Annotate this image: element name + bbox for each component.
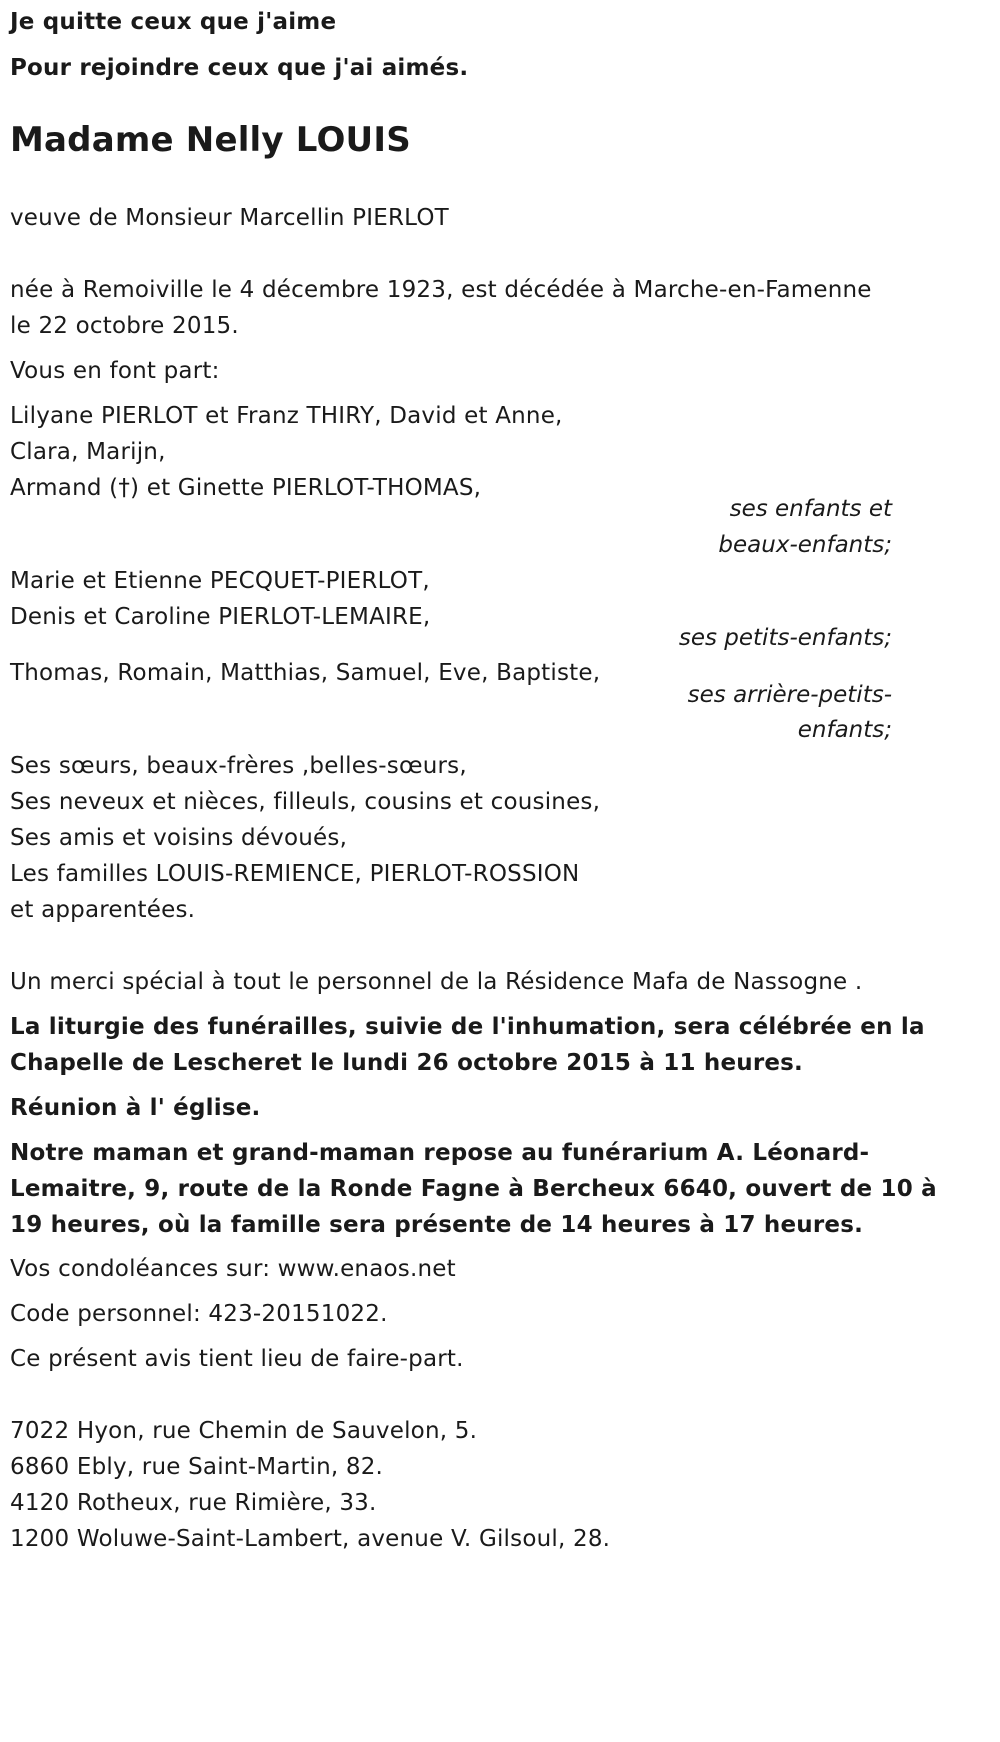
children-relation-1: ses enfants et bbox=[729, 496, 892, 522]
deceased-name: Madame Nelly LOUIS bbox=[10, 120, 411, 160]
great-grandchildren-relation-1: ses arrière-petits- bbox=[687, 682, 892, 708]
liturgy-line-1: La liturgie des funérailles, suivie de l'inhumation, sera célébrée en la bbox=[10, 1014, 925, 1040]
family-line: Ses amis et voisins dévoués, bbox=[10, 825, 348, 851]
thanks-line: Un merci spécial à tout le personnel de la Résidence Mafa de Nassogne . bbox=[10, 969, 863, 995]
birth-death-line-1: née à Remoiville le 4 décembre 1923, est décédée à Marche-en-Famenne bbox=[10, 277, 872, 303]
meeting-line: Réunion à l' église. bbox=[10, 1095, 261, 1121]
grandchildren-line: Denis et Caroline PIERLOT-LEMAIRE, bbox=[10, 604, 431, 630]
address-line: 1200 Woluwe-Saint-Lambert, avenue V. Gilsoul, 28. bbox=[10, 1526, 611, 1552]
address-line: 7022 Hyon, rue Chemin de Sauvelon, 5. bbox=[10, 1418, 478, 1444]
grandchildren-line: Marie et Etienne PECQUET-PIERLOT, bbox=[10, 568, 430, 594]
condolences-line: Vos condoléances sur: www.enaos.net bbox=[10, 1256, 456, 1282]
children-line: Lilyane PIERLOT et Franz THIRY, David et Anne, bbox=[10, 403, 563, 429]
children-line: Armand (†) et Ginette PIERLOT-THOMAS, bbox=[10, 475, 482, 501]
children-line: Clara, Marijn, bbox=[10, 439, 166, 465]
address-line: 4120 Rotheux, rue Rimière, 33. bbox=[10, 1490, 377, 1516]
rest-line-3: 19 heures, où la famille sera présente de 14 heures à 17 heures. bbox=[10, 1212, 864, 1238]
epigraph-line-1: Je quitte ceux que j'aime bbox=[10, 9, 337, 35]
spouse-line: veuve de Monsieur Marcellin PIERLOT bbox=[10, 205, 449, 231]
birth-death-line-2: le 22 octobre 2015. bbox=[10, 313, 239, 339]
address-line: 6860 Ebly, rue Saint-Martin, 82. bbox=[10, 1454, 384, 1480]
family-line: et apparentées. bbox=[10, 897, 196, 923]
liturgy-line-2: Chapelle de Lescheret le lundi 26 octobre 2015 à 11 heures. bbox=[10, 1050, 803, 1076]
grandchildren-relation: ses petits-enfants; bbox=[678, 625, 892, 651]
notice-line: Ce présent avis tient lieu de faire-part. bbox=[10, 1346, 464, 1372]
announcement-intro: Vous en font part: bbox=[10, 358, 220, 384]
code-line: Code personnel: 423-20151022. bbox=[10, 1301, 388, 1327]
children-relation-2: beaux-enfants; bbox=[718, 532, 892, 558]
great-grandchildren-line: Thomas, Romain, Matthias, Samuel, Eve, Baptiste, bbox=[10, 660, 601, 686]
rest-line-1: Notre maman et grand-maman repose au funérarium A. Léonard- bbox=[10, 1140, 870, 1166]
family-line: Les familles LOUIS-REMIENCE, PIERLOT-ROSSION bbox=[10, 861, 580, 887]
family-line: Ses neveux et nièces, filleuls, cousins et cousines, bbox=[10, 789, 601, 815]
family-line: Ses sœurs, beaux-frères ,belles-sœurs, bbox=[10, 753, 467, 779]
epigraph-line-2: Pour rejoindre ceux que j'ai aimés. bbox=[10, 55, 469, 81]
rest-line-2: Lemaitre, 9, route de la Ronde Fagne à Bercheux 6640, ouvert de 10 à bbox=[10, 1176, 937, 1202]
great-grandchildren-relation-2: enfants; bbox=[797, 717, 892, 743]
